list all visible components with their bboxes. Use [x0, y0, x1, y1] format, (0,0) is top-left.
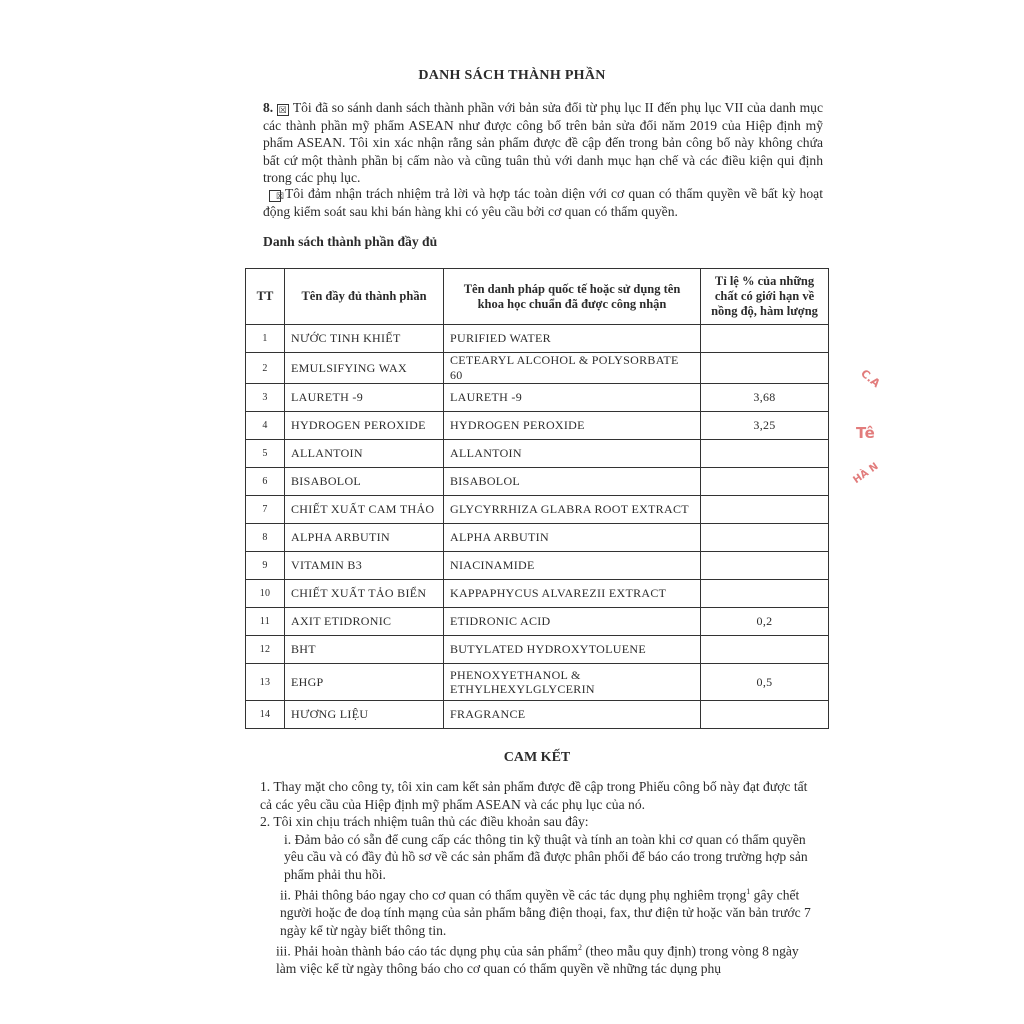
cell-name: BHT — [285, 636, 444, 664]
cell-ratio: 3,68 — [701, 384, 829, 412]
cell-tt: 13 — [246, 664, 285, 701]
cell-tt: 1 — [246, 325, 285, 353]
cell-scientific-name: BISABOLOL — [444, 468, 701, 496]
table-row — [246, 524, 829, 552]
checked-box-icon: ☒ — [278, 105, 287, 115]
table-row — [246, 440, 829, 468]
cell-name: HYDROGEN PEROXIDE — [285, 412, 444, 440]
cell-name: ALLANTOIN — [285, 440, 444, 468]
cell-ratio — [701, 552, 829, 580]
cell-ratio: 0,2 — [701, 608, 829, 636]
table-row — [246, 664, 829, 701]
cell-ratio — [701, 636, 829, 664]
table-row — [246, 496, 829, 524]
cell-ratio — [701, 524, 829, 552]
cell-scientific-name: PHENOXYETHANOL & ETHYLHEXYLGLYCERIN — [444, 664, 701, 701]
commitment-title: CAM KẾT — [503, 750, 571, 765]
commitment-subitem-ii — [260, 883, 820, 939]
ingredient-table — [245, 268, 829, 729]
cell-tt: 8 — [246, 524, 285, 552]
subitem-iii-text-2: (theo mẫu quy định) trong vòng 8 ngày làm việc kể từ ngày thông báo cho cơ quan có thẩm quyền về những tác dụng phụ — [276, 943, 799, 977]
cell-tt: 2 — [246, 353, 285, 384]
table-row — [246, 701, 829, 729]
checked-box-icon: ☒ — [269, 190, 281, 202]
item8-text-1: Tôi đã so sánh danh sách thành phần với bản sửa đổi từ phụ lục II đến phụ lục VII của danh mục các thành phần mỹ phẩm ASEAN như được công bố trên bản sửa đổi năm 2019 của Hiệp định mỹ phẩm ASEAN. Tôi xin xác nhận rằng sản phẩm được đề cập đến trong bản công bố này không chứa bất cứ một thành phần bị cấm nào và cũng tuân thủ với danh mục hạn chế và các điều kiện qui định trong các phụ lục. — [263, 100, 823, 185]
cell-ratio: 3,25 — [701, 412, 829, 440]
page-title: DANH SÁCH THÀNH PHẦN — [418, 68, 606, 83]
table-row — [246, 384, 829, 412]
commitment-subitem-i: i. Đảm bảo có sẵn để cung cấp các thông tin kỹ thuật và tính an toàn khi cơ quan có thẩm quyền yêu cầu và có đầy đủ hồ sơ về các sản phẩm đã được phân phối để báo cáo trong trường hợp sản phẩm phải thu hồi. — [284, 831, 808, 882]
cell-name: EMULSIFYING WAX — [285, 353, 444, 384]
table-row — [246, 552, 829, 580]
cell-scientific-name: KAPPAPHYCUS ALVAREZII EXTRACT — [444, 580, 701, 608]
cell-tt: 3 — [246, 384, 285, 412]
table-row — [246, 412, 829, 440]
header-name: Tên đầy đủ thành phần — [285, 269, 444, 325]
cell-tt: 4 — [246, 412, 285, 440]
cell-tt: 5 — [246, 440, 285, 468]
cell-name: ALPHA ARBUTIN — [285, 524, 444, 552]
commitment-body — [260, 778, 820, 978]
cell-name: AXIT ETIDRONIC — [285, 608, 444, 636]
item8-paragraph-2 — [263, 185, 823, 220]
cell-scientific-name: ETIDRONIC ACID — [444, 608, 701, 636]
cell-ratio — [701, 496, 829, 524]
item8-paragraph-1 — [263, 99, 823, 187]
commitment-subitem-iii — [260, 939, 820, 978]
stamp-fragment-2: Tê — [856, 424, 875, 442]
cell-scientific-name: CETEARYL ALCOHOL & POLYSORBATE 60 — [444, 353, 701, 384]
cell-tt: 12 — [246, 636, 285, 664]
cell-tt: 6 — [246, 468, 285, 496]
cell-name: LAURETH -9 — [285, 384, 444, 412]
item8-text-2: Tôi đảm nhận trách nhiệm trả lời và hợp tác toàn diện với cơ quan có thẩm quyền về bất kỳ hoạt động kiểm soát sau khi bán hàng khi có yêu cầu bởi cơ quan có thẩm quyền. — [263, 186, 823, 219]
cell-scientific-name: HYDROGEN PEROXIDE — [444, 412, 701, 440]
cell-ratio — [701, 325, 829, 353]
header-tt: TT — [246, 269, 285, 325]
cell-name: CHIẾT XUẤT CAM THẢO — [285, 496, 444, 524]
header-ratio: Tỉ lệ % của những chất có giới hạn về nồng độ, hàm lượng — [701, 269, 829, 325]
table-row — [246, 325, 829, 353]
cell-tt: 10 — [246, 580, 285, 608]
cell-scientific-name: LAURETH -9 — [444, 384, 701, 412]
header-scientific-name: Tên danh pháp quốc tế hoặc sử dụng tên khoa học chuẩn đã được công nhận — [444, 269, 701, 325]
cell-tt: 7 — [246, 496, 285, 524]
subitem-ii-text-2: gây chết người hoặc đe doạ tính mạng của sản phẩm bằng điện thoại, fax, thư điện tử hoặc văn bản trước 7 ngày kể từ ngày biết thông tin. — [280, 887, 811, 938]
cell-tt: 9 — [246, 552, 285, 580]
cell-scientific-name: NIACINAMIDE — [444, 552, 701, 580]
cell-ratio — [701, 353, 829, 384]
cell-ratio — [701, 701, 829, 729]
commitment-item-2: 2. Tôi xin chịu trách nhiệm tuân thủ các điều khoản sau đây: — [260, 814, 589, 829]
table-row — [246, 636, 829, 664]
cell-scientific-name: PURIFIED WATER — [444, 325, 701, 353]
cell-ratio — [701, 440, 829, 468]
stamp-fragment-1: C.A — [858, 366, 883, 391]
item8-number: 8. — [263, 100, 274, 115]
subitem-ii-text-1: ii. Phải thông báo ngay cho cơ quan có thẩm quyền về các tác dụng phụ nghiêm trọng — [280, 887, 747, 903]
table-row — [246, 353, 829, 384]
cell-name: CHIẾT XUẤT TẢO BIỂN — [285, 580, 444, 608]
footnote-marker-2: 2 — [578, 943, 583, 953]
cell-ratio — [701, 468, 829, 496]
cell-tt: 14 — [246, 701, 285, 729]
cell-scientific-name: FRAGRANCE — [444, 701, 701, 729]
cell-name: HƯƠNG LIỆU — [285, 701, 444, 729]
cell-scientific-name: ALPHA ARBUTIN — [444, 524, 701, 552]
table-row — [246, 608, 829, 636]
cell-ratio — [701, 580, 829, 608]
cell-name: VITAMIN B3 — [285, 552, 444, 580]
table-row — [246, 580, 829, 608]
cell-scientific-name: BUTYLATED HYDROXYTOLUENE — [444, 636, 701, 664]
subitem-iii-text-1: iii. Phải hoàn thành báo cáo tác dụng phụ của sản phẩm — [276, 943, 579, 959]
cell-scientific-name: ALLANTOIN — [444, 440, 701, 468]
footnote-marker-1: 1 — [746, 887, 751, 896]
commitment-item-1: 1. Thay mặt cho công ty, tôi xin cam kết sản phẩm được đề cập trong Phiếu công bố này đạt được tất cả các yêu cầu của Hiệp định mỹ phẩm ASEAN và các phụ lục của nó. — [260, 779, 808, 812]
ingredient-list-title: Danh sách thành phần đầy đủ — [263, 234, 438, 249]
cell-tt: 11 — [246, 608, 285, 636]
cell-name: BISABOLOL — [285, 468, 444, 496]
stamp-fragment-3: HÀ N — [851, 460, 881, 487]
cell-ratio: 0,5 — [701, 664, 829, 701]
table-row — [246, 468, 829, 496]
cell-scientific-name: GLYCYRRHIZA GLABRA ROOT EXTRACT — [444, 496, 701, 524]
cell-name: NƯỚC TINH KHIẾT — [285, 325, 444, 353]
cell-name: EHGP — [285, 664, 444, 701]
